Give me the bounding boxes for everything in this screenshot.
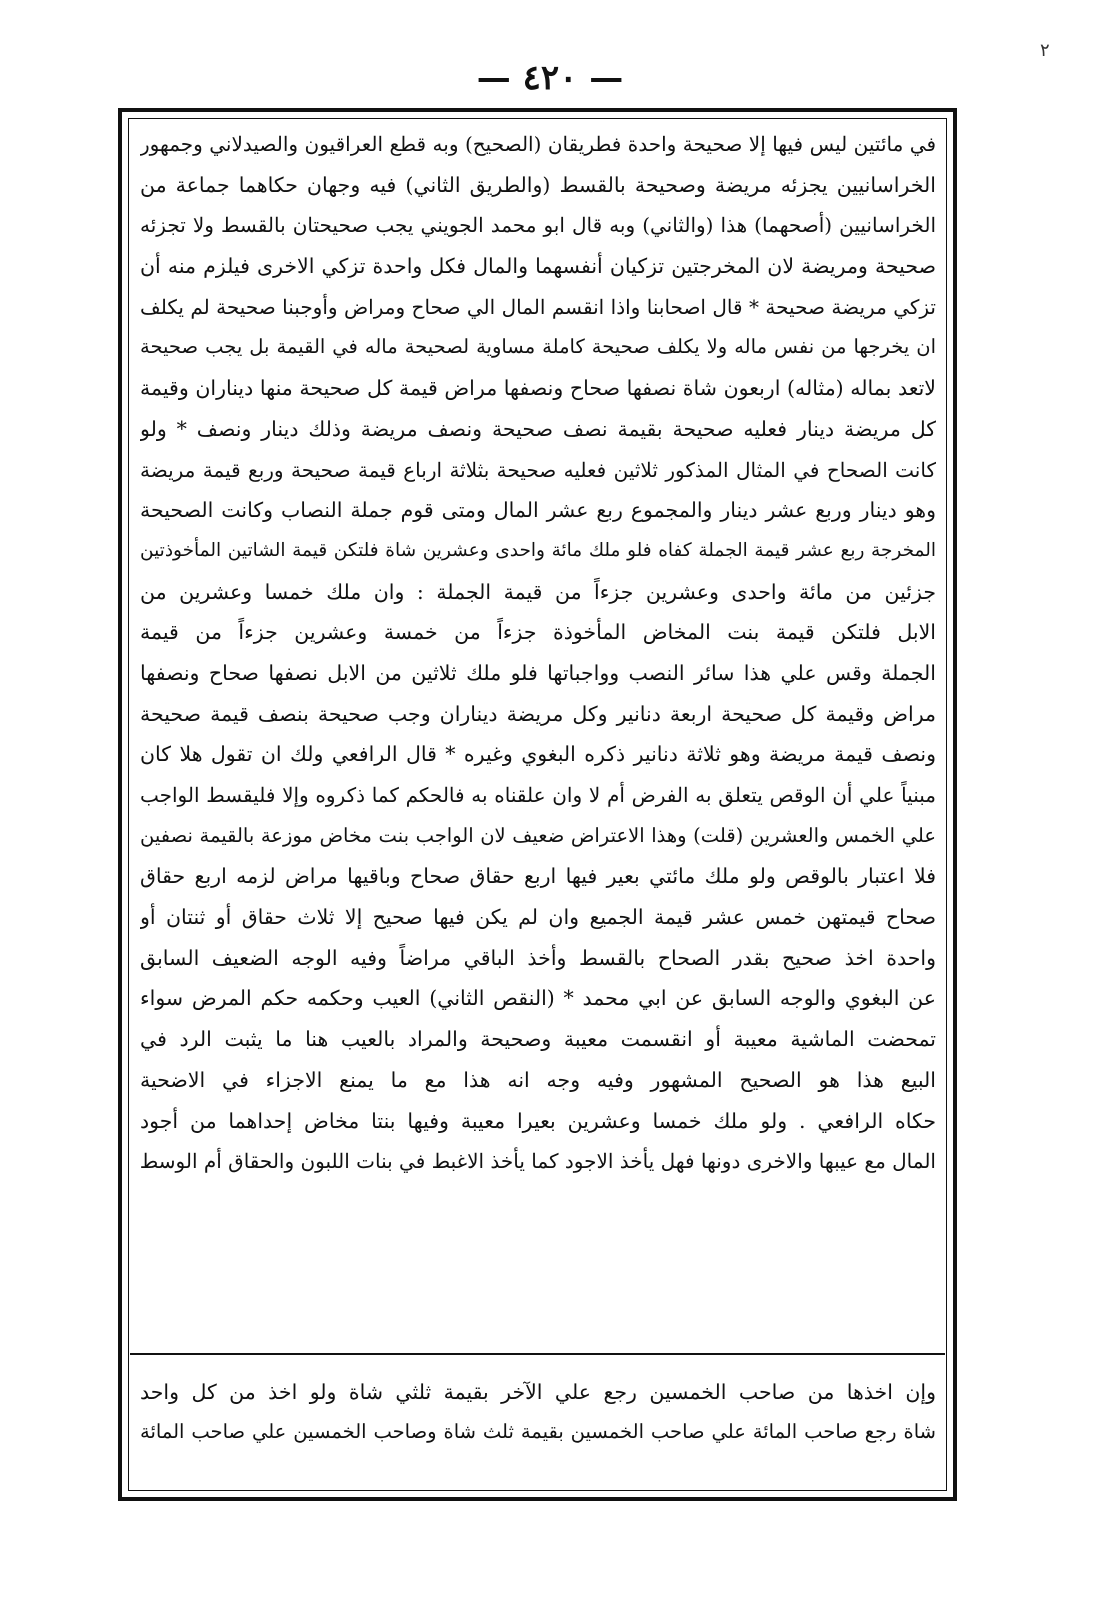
text-line: مراض وقيمة كل صحيحة اربعة دنانير وكل مريضة ديناران وجب صحيحة بنصف قيمة صحيحة [140, 701, 936, 726]
page-number: — ٤٢٠ — [476, 58, 624, 98]
footnote-separator [130, 1353, 945, 1355]
text-line: ونصف قيمة مريضة وهو ثلاثة دنانير ذكره البغوي وغيره * قال الرافعي ولك ان تقول هلا كان [140, 742, 936, 767]
footnote-line: شاة رجع صاحب المائة علي صاحب الخمسين بقيمة ثلث شاة وصاحب الخمسين علي صاحب المائة [140, 1420, 936, 1443]
text-line: تمحضت الماشية معيبة أو انقسمت معيبة وصحيحة والمراد بالعيب هنا ما يثبت الرد في [140, 1027, 936, 1052]
footnote-block [140, 1372, 936, 1472]
corner-mark: ٢ [1040, 40, 1050, 61]
text-line: البيع هذا هو الصحيح المشهور وفيه وجه انه هذا مع ما يمنع الاجزاء في الاضحية [140, 1067, 936, 1092]
text-line: صحاح قيمتهن خمس عشر قيمة الجميع وان لم يكن فيها صحيح إلا ثلاث حقاق أو ثنتان أو [140, 905, 936, 930]
text-line: ان يخرجها من نفس ماله ولا يكلف صحيحة كاملة مساوية لصحيحة ماله في القيمة بل يجب صحيحة [140, 335, 936, 359]
text-line: صحيحة ومريضة لان المخرجتين تزكيان أنفسهما والمال فكل واحدة تزكي الاخرى فيلزم منه أن [140, 254, 936, 279]
text-line: فلا اعتبار بالوقص ولو ملك مائتي بعير فيها اربع حقاق صحاح وباقيها مراض لزمه اربع حقاق [140, 864, 936, 889]
text-line: جزئين من مائة واحدى وعشرين جزءاً من قيمة الجملة : وان ملك خمسا وعشرين من [140, 579, 936, 604]
main-text-block [140, 124, 936, 1346]
text-line: الجملة وقس علي هذا سائر النصب وواجباتها فلو ملك ثلاثين من الابل نصفها صحاح ونصفها [140, 660, 936, 685]
text-line: تزكي مريضة صحيحة * قال اصحابنا واذا انقسم المال الي صحاح ومراض وأوجبنا صحيحة لم يكلف [140, 294, 936, 319]
text-line: في مائتين ليس فيها إلا صحيحة واحدة فطريقان (الصحيح) وبه قطع العراقيون والصيدلاني وجمهور [140, 132, 936, 156]
text-line: المخرجة ربع عشر قيمة الجملة كفاه فلو ملك مائة واحدى وعشرين شاة فلتكن قيمة الشاتين المأخوذتين [140, 539, 936, 561]
text-line: لاتعد بماله (مثاله) اربعون شاة نصفها صحاح ونصفها مراض قيمة كل صحيحة منها ديناران وقيمة [140, 376, 936, 401]
footnote-line: وإن اخذها من صاحب الخمسين رجع علي الآخر بقيمة ثلثي شاة ولو اخذ من كل واحد [140, 1380, 936, 1404]
text-line: مبنياً علي أن الوقص يتعلق به الفرض أم لا وان علقناه به فالحكم كما ذكروه وإلا فليقسط الواجب [140, 783, 936, 807]
text-line: الابل فلتكن قيمة بنت المخاض المأخوذة جزءاً من خمسة وعشرين جزءاً من قيمة [140, 620, 936, 645]
text-line: وهو دينار وربع عشر دينار والمجموع ربع عشر المال ومتى قوم جملة النصاب وكانت الصحيحة [140, 498, 936, 523]
text-line: عن البغوي والوجه السابق عن ابي محمد * (النقص الثاني) العيب وحكمه حكم المرض سواء [140, 986, 936, 1011]
text-line: كانت الصحاح في المثال المذكور ثلاثين فعليه صحيحة بثلاثة ارباع قيمة صحيحة وربع قيمة مريضة [140, 457, 936, 482]
text-line: المال مع عيبها والاخرى دونها فهل يأخذ الاجود كما يأخذ الاغبط في بنات اللبون والحقاق أم الوسط [140, 1149, 936, 1174]
text-line: واحدة اخذ صحيح بقدر الصحاح بالقسط وأخذ الباقي مراضاً وفيه الوجه الضعيف السابق [140, 945, 936, 970]
text-line: علي الخمس والعشرين (قلت) وهذا الاعتراض ضعيف لان الواجب بنت مخاض موزعة بالقيمة نصفين [140, 823, 936, 847]
text-line: الخراسانيين (أصحهما) هذا (والثاني) وبه قال ابو محمد الجويني يجب صحيحتان بالقسط ولا تجزئه [140, 213, 936, 238]
text-line: الخراسانيين يجزئه مريضة وصحيحة بالقسط (والطريق الثاني) فيه وجهان حكاهما جماعة من [140, 172, 936, 197]
text-line: كل مريضة دينار فعليه صحيحة بقيمة نصف صحيحة ونصف مريضة وذلك دينار ونصف * ولو [140, 416, 936, 441]
text-line: حكاه الرافعي . ولو ملك خمسا وعشرين بعيرا معيبة وفيها بنتا مخاض إحداهما من أجود [140, 1108, 936, 1133]
